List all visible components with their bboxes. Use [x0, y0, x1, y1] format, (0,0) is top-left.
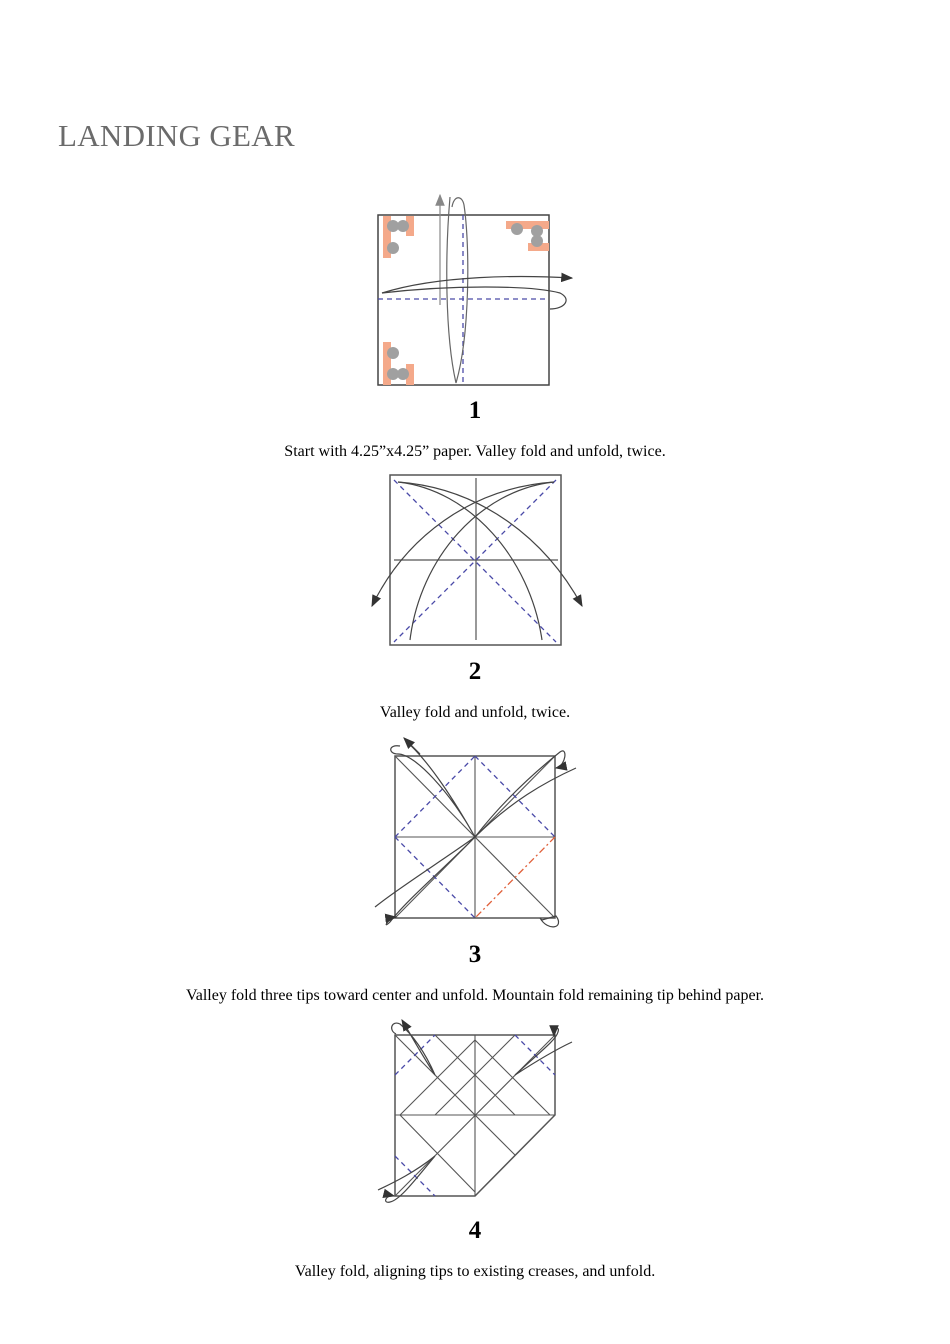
step-2-diagram — [360, 468, 590, 653]
step-3-number: 3 — [468, 941, 482, 968]
step-1-caption: Start with 4.25”x4.25” paper. Valley fold and unfold, twice. — [284, 443, 666, 460]
step-4-caption: Valley fold, aligning tips to existing creases, and unfold. — [294, 1263, 656, 1280]
step-2-caption: Valley fold and unfold, twice. — [379, 704, 571, 721]
step-3-diagram — [360, 732, 590, 937]
step-3-caption: Valley fold three tips toward center and unfold. Mountain fold remaining tip behind paper. — [185, 987, 765, 1004]
step-1-number: 1 — [468, 397, 482, 424]
step-4-number: 4 — [468, 1217, 482, 1244]
step-2-number: 2 — [468, 658, 482, 685]
step-4-diagram — [360, 1012, 590, 1212]
page-title: LANDING GEAR — [58, 118, 295, 153]
step-1-diagram — [360, 185, 590, 395]
